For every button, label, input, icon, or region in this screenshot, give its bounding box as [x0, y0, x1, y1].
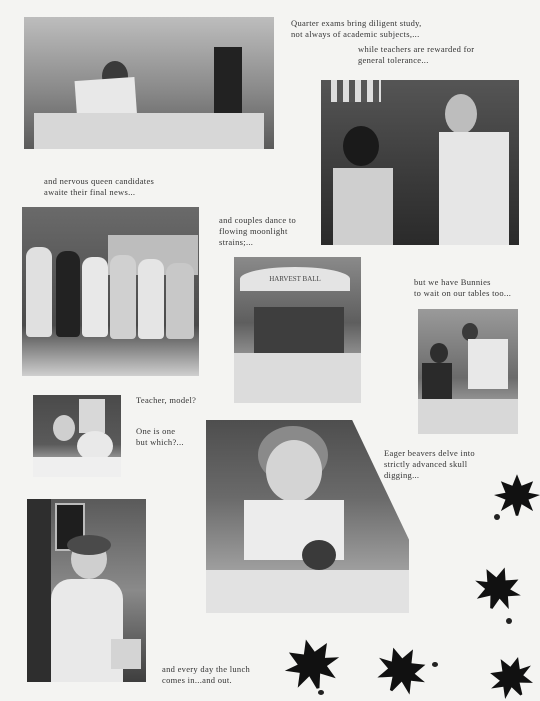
caption-one-is-one: One is one but which?...	[136, 426, 184, 447]
photo-bunnies-tables	[418, 309, 518, 434]
maple-leaf-icon	[474, 562, 522, 614]
caption-teacher-model: Teacher, model?	[136, 395, 197, 405]
maple-leaf-icon	[282, 636, 342, 692]
photo-harvest-dance	[234, 257, 361, 403]
caption-queen: and nervous queen candidates awaite their final news...	[44, 176, 155, 197]
photo-teacher-model	[33, 395, 121, 477]
caption-dance: and couples dance to flowing moonlight strains;...	[219, 215, 297, 247]
leaf-trail	[494, 514, 500, 520]
photo-study-desk	[24, 17, 274, 149]
photo-teacher-award	[321, 80, 519, 245]
harvest-banner: HARVEST BALL	[240, 267, 350, 291]
photo-skull-digging	[206, 420, 409, 613]
maple-leaf-icon	[494, 470, 540, 520]
leaf-trail	[432, 662, 438, 667]
caption-lunch: and every day the lunch comes in...and out.	[162, 664, 251, 685]
maple-leaf-icon	[376, 644, 428, 696]
leaf-trail	[506, 618, 512, 624]
maple-leaf-icon	[486, 654, 536, 700]
photo-queen-candidates	[22, 207, 199, 376]
caption-beavers: Eager beavers delve into strictly advanced skull digging...	[384, 448, 475, 480]
photo-lunch-lady	[27, 499, 146, 682]
caption-bunnies: but we have Bunnies to wait on our tables too...	[414, 277, 512, 298]
leaf-trail	[318, 690, 324, 695]
caption-teachers: while teachers are rewarded for general tolerance...	[358, 44, 475, 65]
caption-exams: Quarter exams bring diligent study, not always of academic subjects,...	[291, 18, 422, 39]
